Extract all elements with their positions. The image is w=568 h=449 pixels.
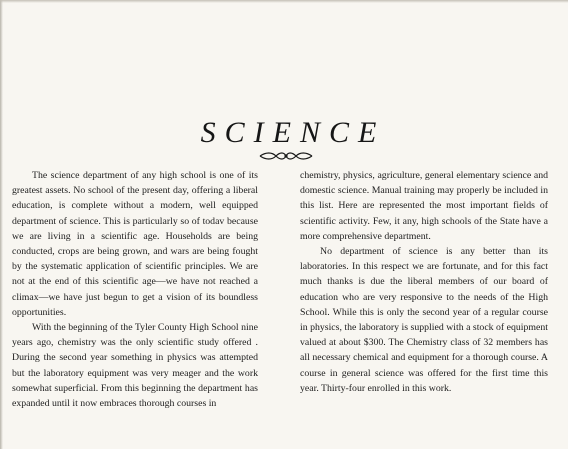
paragraph-courses: chemistry, physics, agriculture, general elementary science and domestic science. Manual training may properly be included in this list. Here are represented the most important fields of scientific activity. Few, it any, high schools of the State have a more comprehensive department. bbox=[300, 170, 548, 242]
text-column-right bbox=[300, 168, 548, 396]
page-edge-shadow-left bbox=[0, 0, 3, 449]
paragraph-intro: The science department of any high school is one of its greatest assets. No school of the present day, offering a liberal education, is complete without a modern, well equipped department of science. This is particularly so of todav because we are living in a scientific age. Households are being conducted, crops are being grown, and wars are being fought by the systematic application of scientific principles. We are not at the end of this scientific age—we have not reached a climax—we have just begun to get a vision of its boundless opportunities. bbox=[12, 170, 258, 318]
page-heading: SCIENCE bbox=[200, 116, 386, 149]
paragraph-history: With the beginning of the Tyler County High School nine years ago, chemistry was the only scientific study offered . During the second year something in physics was attempted but the laboratory equipment was very meager and the work somewhat superficial. From this beginning the department has expanded until it now embraces thorough courses in bbox=[12, 322, 258, 410]
paragraph-laboratories: No department of science is any better than its laboratories. In this respect we are fortunate, and for this fact much thanks is due the liberal members of our board of education who are very responsive to the needs of the High School. While this is only the second year of a regular course in physics, the laboratory is supplied with a stock of equipment valued at about $300. The Chemistry class of 32 members has all necessary chemical and equipment for a thorough course. A course in general science was offered for the first time this year. Thirty-four enrolled in this work. bbox=[300, 246, 548, 394]
page-edge-shadow-top bbox=[0, 0, 568, 3]
scroll-flourish-icon bbox=[258, 151, 314, 161]
text-column-left bbox=[12, 168, 258, 411]
